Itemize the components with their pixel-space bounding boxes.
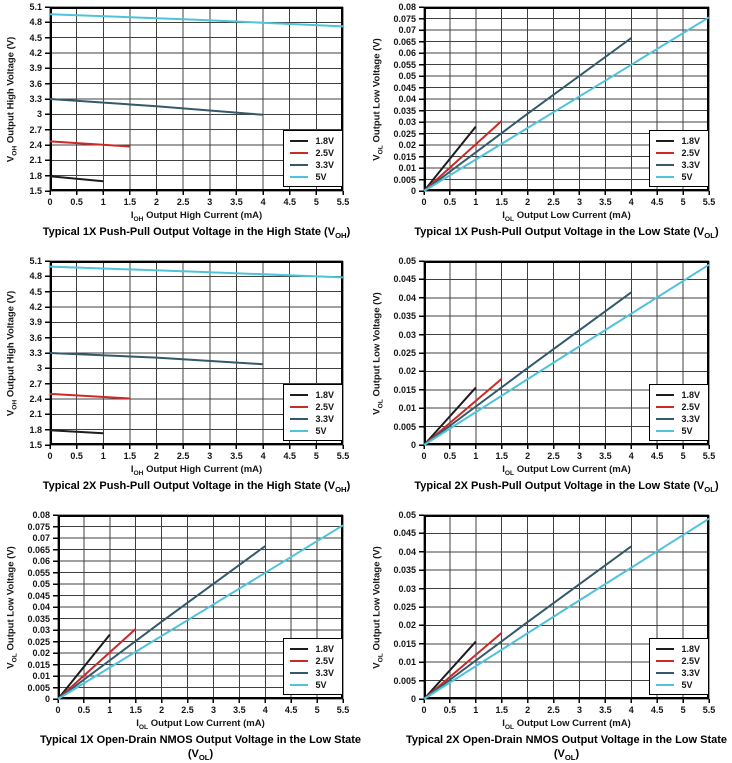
subscript: OH	[11, 399, 19, 410]
x-tick-label: 5.5	[336, 705, 350, 715]
legend-entry	[656, 667, 700, 678]
y-tick-label: 0.055	[27, 567, 50, 578]
subscript: OL	[11, 653, 19, 663]
legend-line-swatch	[290, 418, 308, 420]
y-tick-label: 3	[36, 363, 42, 374]
y-tick-label: 0.08	[32, 510, 50, 520]
legend-label: 1.8V	[315, 135, 334, 146]
legend-line-swatch	[656, 418, 674, 420]
legend-label: 5V	[315, 171, 327, 182]
y-tick-label: 1.8	[29, 170, 42, 181]
legend-label: 2.5V	[681, 147, 700, 158]
x-tick-label: 3	[207, 451, 213, 461]
y-tick-label: 3.3	[29, 94, 42, 104]
y-tick-label: 0.01	[398, 403, 416, 414]
legend-entry	[656, 135, 700, 146]
x-tick-label: 2	[525, 451, 531, 461]
legend-line-swatch	[290, 152, 308, 154]
x-tick-label: 1	[100, 451, 106, 461]
y-tick-label: 2.7	[29, 378, 42, 389]
legend	[649, 130, 709, 187]
x-tick-label: 1	[473, 705, 479, 715]
subscript: OL	[504, 469, 515, 477]
y-axis-label: $V_{OL}$ Output Low Voltage (V)	[5, 546, 19, 669]
x-tick-label: 0	[421, 705, 427, 715]
y-tick-label: 0.02	[398, 140, 416, 150]
y-tick-label: 4.2	[29, 48, 42, 58]
y-tick-label: 1.5	[29, 440, 42, 450]
legend-label: 5V	[681, 425, 693, 436]
series-line-2v5V	[58, 629, 136, 699]
y-tick-label: 0.045	[27, 590, 50, 601]
y-tick-label: 0.06	[32, 556, 50, 566]
x-tick-label: 1	[473, 451, 479, 461]
y-tick-label: 4.8	[29, 17, 42, 28]
x-tick-label: 1	[107, 705, 113, 715]
legend-entry	[290, 425, 334, 436]
x-tick-label: 3.5	[230, 451, 243, 461]
y-tick-label: 0.05	[32, 579, 50, 589]
series-line-5V	[50, 14, 343, 26]
x-tick-label: 0	[55, 705, 61, 715]
y-tick-label: 4.5	[29, 286, 42, 297]
x-axis-label: $I_{OL}$ Output Low Current (mA)	[502, 718, 631, 731]
chart-title: Typical 1X Open-Drain NMOS Output Voltage in the Low State $(V_{OL})$	[39, 734, 362, 763]
series-line-5V	[50, 267, 343, 278]
chart-cell-typical-2x-push-pull-vol	[366, 254, 732, 508]
chart-cell-typical-2x-open-drain-vol	[366, 508, 732, 762]
x-tick-label: 4.5	[650, 451, 664, 461]
x-tick-label: 4.5	[284, 705, 298, 715]
series-line-2v5V	[50, 141, 130, 146]
y-tick-label: 0.035	[393, 311, 416, 322]
legend-entry	[290, 655, 334, 666]
series-line-2v5V	[50, 394, 130, 399]
y-tick-label: 0.035	[393, 105, 416, 116]
subscript: OL	[198, 753, 210, 763]
x-tick-label: 5.5	[702, 451, 716, 461]
legend-entry	[290, 413, 334, 424]
x-tick-label: 0	[47, 197, 53, 207]
x-tick-label: 0	[421, 451, 427, 461]
chart-title: Typical 1X Push-Pull Output Voltage in the Low State $(V_{OL})$	[414, 226, 719, 241]
x-tick-label: 3	[210, 705, 216, 715]
x-tick-label: 4.5	[283, 197, 296, 207]
x-tick-label: 5.5	[702, 705, 716, 715]
x-tick-label: 3.5	[599, 705, 612, 715]
y-tick-label: 0	[410, 440, 416, 450]
y-tick-label: 5.1	[29, 256, 42, 266]
legend	[283, 638, 343, 695]
y-tick-label: 0.005	[27, 682, 50, 693]
y-tick-label: 0.08	[398, 2, 416, 12]
legend-label: 5V	[681, 679, 693, 690]
legend-label: 3.3V	[681, 159, 700, 170]
y-tick-label: 0.035	[393, 565, 416, 576]
x-tick-label: 5	[313, 451, 319, 461]
x-tick-label: 3.5	[233, 705, 246, 715]
legend-entry	[290, 147, 334, 158]
y-tick-label: 0.04	[398, 546, 416, 557]
x-tick-label: 1.5	[495, 705, 508, 715]
legend-entry	[290, 389, 334, 400]
x-tick-label: 1.5	[123, 197, 137, 207]
legend-label: 3.3V	[315, 159, 334, 170]
x-tick-label: 2.5	[181, 705, 194, 715]
y-tick-label: 2.4	[29, 140, 42, 150]
x-tick-label: 3	[576, 197, 582, 207]
x-tick-label: 4	[260, 197, 266, 207]
subscript: OL	[704, 231, 715, 241]
chart-title: Typical 2X Push-Pull Output Voltage in the High State $(V_{OH})$	[42, 480, 351, 495]
y-tick-label: 0.01	[398, 657, 416, 668]
y-tick-label: 0.075	[393, 13, 416, 24]
legend-entry	[656, 389, 700, 400]
x-tick-label: 2.5	[547, 451, 560, 461]
x-tick-label: 0.5	[443, 705, 457, 715]
y-tick-label: 0	[410, 694, 416, 704]
y-tick-label: 0	[410, 186, 416, 196]
y-tick-label: 0.03	[32, 625, 50, 635]
y-tick-label: 2.1	[29, 155, 42, 166]
legend	[649, 384, 709, 441]
y-tick-label: 0.025	[27, 636, 50, 647]
legend-line-swatch	[656, 140, 674, 142]
y-tick-label: 0.01	[32, 671, 50, 681]
subscript: OL	[138, 723, 149, 731]
x-axis-label: $I_{OH}$ Output High Current (mA)	[130, 210, 263, 223]
legend-line-swatch	[290, 648, 308, 650]
y-tick-label: 0.04	[32, 602, 50, 612]
subscript: OL	[704, 485, 715, 495]
subscript: OL	[377, 399, 385, 409]
legend-label: 2.5V	[681, 655, 700, 666]
x-tick-label: 3	[576, 451, 582, 461]
legend-line-swatch	[290, 176, 308, 178]
x-axis-label: $I_{OL}$ Output Low Current (mA)	[502, 210, 631, 223]
y-tick-label: 2.7	[29, 124, 42, 135]
legend-line-swatch	[656, 152, 674, 154]
legend	[283, 130, 343, 187]
legend-label: 5V	[315, 425, 327, 436]
series-line-2v5V	[424, 379, 502, 445]
legend-label: 2.5V	[315, 655, 334, 666]
legend-label: 1.8V	[681, 389, 700, 400]
x-tick-label: 4.5	[650, 197, 664, 207]
subscript: OL	[377, 145, 385, 155]
y-tick-label: 4.5	[29, 32, 42, 43]
legend-line-swatch	[290, 394, 308, 396]
legend-label: 1.8V	[681, 135, 700, 146]
legend-line-swatch	[290, 140, 308, 142]
y-tick-label: 4.8	[29, 271, 42, 282]
y-tick-label: 0.05	[398, 510, 416, 520]
x-tick-label: 2	[154, 197, 160, 207]
chart-cell-typical-2x-push-pull-voh	[0, 254, 366, 508]
legend-label: 1.8V	[315, 389, 334, 400]
y-tick-label: 0.015	[393, 638, 416, 649]
y-tick-label: 0.07	[398, 25, 416, 35]
legend-line-swatch	[290, 660, 308, 662]
y-tick-label: 0.02	[32, 648, 50, 658]
x-tick-label: 2	[525, 705, 531, 715]
y-tick-label: 0.03	[398, 583, 416, 594]
y-tick-label: 1.5	[29, 186, 42, 196]
legend-entry	[290, 401, 334, 412]
x-tick-label: 0.5	[70, 451, 83, 461]
y-tick-label: 0.025	[393, 348, 416, 358]
x-tick-label: 2	[159, 705, 165, 715]
legend-entry	[290, 643, 334, 654]
legend-line-swatch	[656, 672, 674, 674]
y-tick-label: 3.9	[29, 317, 42, 328]
legend-label: 3.3V	[681, 667, 700, 678]
y-tick-label: 0.005	[393, 675, 416, 686]
legend-entry	[290, 667, 334, 678]
chart-title: Typical 2X Push-Pull Output Voltage in the Low State $(V_{OL})$	[414, 480, 719, 495]
y-tick-label: 3	[36, 109, 42, 120]
legend-entry	[290, 171, 334, 182]
y-tick-label: 0.05	[398, 256, 416, 266]
y-tick-label: 0.07	[32, 533, 50, 543]
y-tick-label: 0.015	[27, 659, 50, 670]
y-tick-label: 0.045	[393, 274, 416, 285]
y-tick-label: 0.025	[393, 602, 416, 612]
y-tick-label: 0.075	[27, 521, 50, 532]
x-tick-label: 1.5	[123, 451, 137, 461]
legend-line-swatch	[656, 394, 674, 396]
x-tick-label: 0	[421, 197, 427, 207]
x-tick-label: 5.5	[702, 197, 716, 207]
chart-cell-typical-1x-push-pull-voh	[0, 0, 366, 254]
y-tick-label: 4.2	[29, 302, 42, 312]
series-line-2v5V	[424, 121, 502, 191]
legend-entry	[656, 171, 700, 182]
x-tick-label: 3	[207, 197, 213, 207]
x-tick-label: 5	[313, 197, 319, 207]
x-tick-label: 1	[473, 197, 479, 207]
legend-line-swatch	[656, 164, 674, 166]
x-tick-label: 4	[262, 705, 268, 715]
y-tick-label: 2.1	[29, 409, 42, 420]
y-tick-label: 0.005	[393, 174, 416, 185]
x-tick-label: 0.5	[443, 197, 457, 207]
y-tick-label: 0.055	[393, 59, 416, 70]
legend-line-swatch	[290, 672, 308, 674]
y-tick-label: 0.045	[393, 82, 416, 93]
y-tick-label: 3.6	[29, 332, 42, 343]
y-tick-label: 0.035	[27, 613, 50, 624]
x-tick-label: 5	[680, 197, 686, 207]
subscript: OL	[504, 215, 515, 223]
y-axis-label: $V_{OL}$ Output Low Voltage (V)	[371, 38, 385, 161]
legend-entry	[656, 159, 700, 170]
subscript: OL	[564, 753, 576, 763]
x-tick-label: 3.5	[599, 451, 612, 461]
x-tick-label: 4	[628, 197, 634, 207]
subscript: OH	[133, 469, 144, 477]
x-tick-label: 5	[314, 705, 320, 715]
subscript: OL	[504, 723, 515, 731]
x-tick-label: 1.5	[495, 451, 508, 461]
x-tick-label: 4	[260, 451, 266, 461]
subscript: OL	[377, 653, 385, 663]
y-tick-label: 0.015	[393, 151, 416, 162]
x-tick-label: 2	[154, 451, 160, 461]
legend-label: 3.3V	[681, 413, 700, 424]
y-tick-label: 0.05	[398, 71, 416, 81]
y-tick-label: 3.6	[29, 78, 42, 89]
y-tick-label: 0.065	[27, 544, 50, 555]
legend-label: 5V	[681, 171, 693, 182]
x-axis-label: $I_{OL}$ Output Low Current (mA)	[502, 464, 631, 477]
chart-title: Typical 1X Push-Pull Output Voltage in the High State $(V_{OH})$	[42, 226, 351, 241]
y-axis-label: $V_{OL}$ Output Low Voltage (V)	[371, 546, 385, 669]
y-tick-label: 0.015	[393, 384, 416, 395]
y-tick-label: 0.005	[393, 421, 416, 432]
subscript: OH	[335, 231, 347, 241]
legend-entry	[290, 159, 334, 170]
x-axis-label: $I_{OL}$ Output Low Current (mA)	[136, 718, 265, 731]
x-tick-label: 4	[628, 451, 634, 461]
y-tick-label: 0.03	[398, 117, 416, 127]
legend-line-swatch	[290, 684, 308, 686]
chart-title: Typical 2X Open-Drain NMOS Output Voltage in the Low State $(V_{OL})$	[405, 734, 728, 763]
legend-line-swatch	[290, 430, 308, 432]
y-tick-label: 3.9	[29, 63, 42, 74]
legend-label: 1.8V	[681, 643, 700, 654]
x-tick-label: 5.5	[336, 451, 350, 461]
x-tick-label: 2.5	[176, 451, 190, 461]
chart-cell-typical-1x-open-drain-vol	[0, 508, 366, 762]
y-tick-label: 0	[44, 694, 50, 704]
x-tick-label: 2	[525, 197, 531, 207]
y-tick-label: 0.04	[398, 292, 416, 303]
legend-label: 2.5V	[315, 147, 334, 158]
y-tick-label: 0.03	[398, 329, 416, 340]
subscript: OH	[133, 215, 144, 223]
x-tick-label: 5.5	[336, 197, 350, 207]
y-tick-label: 0.02	[398, 620, 416, 631]
legend-line-swatch	[656, 660, 674, 662]
y-axis-label: $V_{OH}$ Output High Voltage (V)	[5, 290, 19, 417]
legend-line-swatch	[290, 164, 308, 166]
legend-entry	[656, 425, 700, 436]
x-tick-label: 0.5	[77, 705, 91, 715]
legend-entry	[656, 643, 700, 654]
x-tick-label: 4	[628, 705, 634, 715]
legend	[649, 638, 709, 695]
y-tick-label: 0.01	[398, 163, 416, 173]
legend-line-swatch	[656, 684, 674, 686]
x-tick-label: 5	[680, 705, 686, 715]
legend	[283, 384, 343, 441]
legend-line-swatch	[656, 176, 674, 178]
x-tick-label: 4.5	[283, 451, 296, 461]
x-tick-label: 3	[576, 705, 582, 715]
legend-label: 3.3V	[315, 413, 334, 424]
x-tick-label: 5	[680, 451, 686, 461]
y-tick-label: 0.06	[398, 48, 416, 58]
y-tick-label: 0.065	[393, 36, 416, 47]
subscript: OH	[335, 485, 347, 495]
legend-line-swatch	[656, 430, 674, 432]
legend-label: 1.8V	[315, 643, 334, 654]
x-tick-label: 0	[47, 451, 53, 461]
x-tick-label: 3.5	[230, 197, 243, 207]
x-axis-label: $I_{OH}$ Output High Current (mA)	[130, 464, 263, 477]
y-tick-label: 1.8	[29, 424, 42, 435]
x-tick-label: 2.5	[176, 197, 190, 207]
subscript: OH	[11, 145, 19, 156]
legend-line-swatch	[656, 648, 674, 650]
series-line-2v5V	[424, 633, 502, 699]
y-tick-label: 5.1	[29, 2, 42, 12]
y-tick-label: 0.04	[398, 94, 416, 104]
x-tick-label: 0.5	[443, 451, 457, 461]
legend-label: 2.5V	[315, 401, 334, 412]
y-tick-label: 3.3	[29, 348, 42, 358]
legend-label: 2.5V	[681, 401, 700, 412]
x-tick-label: 4.5	[650, 705, 664, 715]
x-tick-label: 2.5	[547, 197, 560, 207]
chart-cell-typical-1x-push-pull-vol	[366, 0, 732, 254]
legend-entry	[290, 135, 334, 146]
y-tick-label: 0.025	[393, 128, 416, 139]
y-tick-label: 2.4	[29, 394, 42, 404]
legend-entry	[656, 401, 700, 412]
legend-label: 3.3V	[315, 667, 334, 678]
y-tick-label: 0.045	[393, 528, 416, 539]
x-tick-label: 3.5	[599, 197, 612, 207]
y-axis-label: $V_{OL}$ Output Low Voltage (V)	[371, 292, 385, 415]
x-tick-label: 2.5	[547, 705, 560, 715]
legend-line-swatch	[290, 406, 308, 408]
legend-label: 5V	[315, 679, 327, 690]
y-tick-label: 0.02	[398, 366, 416, 377]
x-tick-label: 1.5	[129, 705, 142, 715]
legend-entry	[656, 413, 700, 424]
legend-entry	[656, 679, 700, 690]
legend-line-swatch	[656, 406, 674, 408]
legend-entry	[656, 655, 700, 666]
legend-entry	[290, 679, 334, 690]
x-tick-label: 1	[100, 197, 106, 207]
x-tick-label: 0.5	[70, 197, 83, 207]
y-axis-label: $V_{OH}$ Output High Voltage (V)	[5, 36, 19, 163]
x-tick-label: 1.5	[495, 197, 508, 207]
legend-entry	[656, 147, 700, 158]
